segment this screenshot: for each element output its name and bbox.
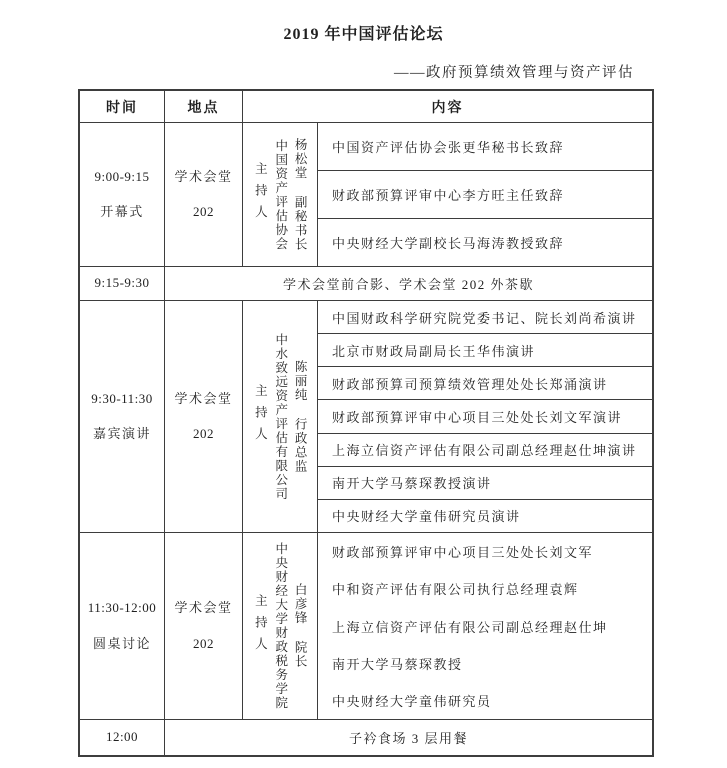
agenda-item: 财政部预算司预算绩效管理处处长郑涌演讲 (318, 366, 652, 399)
host-person: 白彦锋 院长 (293, 583, 308, 669)
venue-name: 学术会堂 (174, 168, 233, 184)
venue-name: 学术会堂 (174, 600, 233, 616)
agenda-item: 中和资产评估有限公司执行总经理袁辉 (332, 582, 579, 598)
agenda-list (318, 533, 652, 719)
host-organization: 中水致远资产评估有限公司 (273, 332, 288, 501)
session-row-speeches (80, 300, 652, 532)
header-content-cell: 内容 (431, 100, 464, 116)
agenda-item: 上海立信资产评估有限公司副总经理赵仕坤 (332, 619, 608, 635)
table-header-row (80, 91, 652, 122)
place-cell (165, 301, 243, 532)
place-cell (165, 533, 243, 719)
time-cell (80, 301, 165, 532)
merged-row-break (80, 266, 652, 300)
host-role-label: 主持人 (253, 162, 268, 227)
time-cell (80, 123, 165, 266)
host-organization: 中央财经大学财政税务学院 (273, 542, 288, 710)
agenda-item: 财政部预算评审中心项目三处处长刘文军 (332, 545, 594, 561)
room-number: 202 (193, 204, 214, 219)
time-cell (80, 533, 165, 719)
agenda-list (318, 301, 652, 532)
session-row-opening (80, 122, 652, 266)
host-organization: 中国资产评估协会 (273, 138, 288, 251)
agenda-item: 中央财经大学副校长马海涛教授致辞 (318, 218, 652, 266)
page-subtitle: ——政府预算绩效管理与资产评估 (394, 65, 634, 81)
agenda-item: 财政部预算评审中心项目三处处长刘文军演讲 (318, 399, 652, 432)
host-cell (243, 533, 318, 719)
host-role-label: 主持人 (253, 593, 268, 659)
merged-content: 子衿食场 3 层用餐 (348, 731, 468, 746)
host-person: 陈丽纯 行政总监 (293, 359, 308, 474)
session-name: 圆桌讨论 (92, 635, 151, 651)
session-row-roundtable (80, 532, 652, 719)
place-cell (165, 123, 243, 266)
merged-content: 学术会堂前合影、学术会堂 202 外茶歇 (282, 277, 534, 292)
header-time-cell: 时间 (80, 91, 165, 122)
agenda-item: 南开大学马蔡琛教授演讲 (318, 466, 652, 499)
agenda-list (318, 123, 652, 266)
host-cell (243, 123, 318, 266)
agenda-item: 中国资产评估协会张更华秘书长致辞 (332, 140, 565, 155)
merged-row-lunch (80, 719, 652, 755)
schedule-table (78, 89, 654, 757)
host-person: 杨松堂 副秘书长 (293, 137, 308, 252)
agenda-item: 北京市财政局副局长王华伟演讲 (318, 333, 652, 366)
agenda-item: 中国财政科学研究院党委书记、院长刘尚希演讲 (332, 310, 637, 326)
agenda-item: 中央财经大学童伟研究员演讲 (318, 499, 652, 532)
session-name: 嘉宾演讲 (92, 426, 151, 441)
host-cell (243, 301, 318, 532)
time-range: 9:00-9:15 (94, 168, 150, 184)
agenda-item: 财政部预算评审中心李方旺主任致辞 (318, 170, 652, 218)
session-name: 开幕式 (100, 204, 144, 219)
venue-name: 学术会堂 (174, 390, 233, 406)
agenda-item: 中央财经大学童伟研究员 (332, 693, 492, 709)
time-cell (80, 720, 165, 755)
agenda-item: 上海立信资产评估有限公司副总经理赵仕坤演讲 (318, 433, 652, 466)
time-range: 9:30-11:30 (91, 390, 153, 406)
room-number: 202 (193, 635, 214, 651)
time-range: 11:30-12:00 (87, 600, 157, 616)
time-range: 9:15-9:30 (94, 275, 150, 291)
header-place-cell: 地点 (165, 91, 243, 122)
page-title: 2019 年中国评估论坛 (283, 26, 444, 43)
room-number: 202 (193, 426, 214, 441)
time-range: 12:00 (105, 729, 139, 745)
host-role-label: 主持人 (253, 384, 268, 449)
time-cell (80, 267, 165, 300)
agenda-item: 南开大学马蔡琛教授 (332, 656, 463, 672)
